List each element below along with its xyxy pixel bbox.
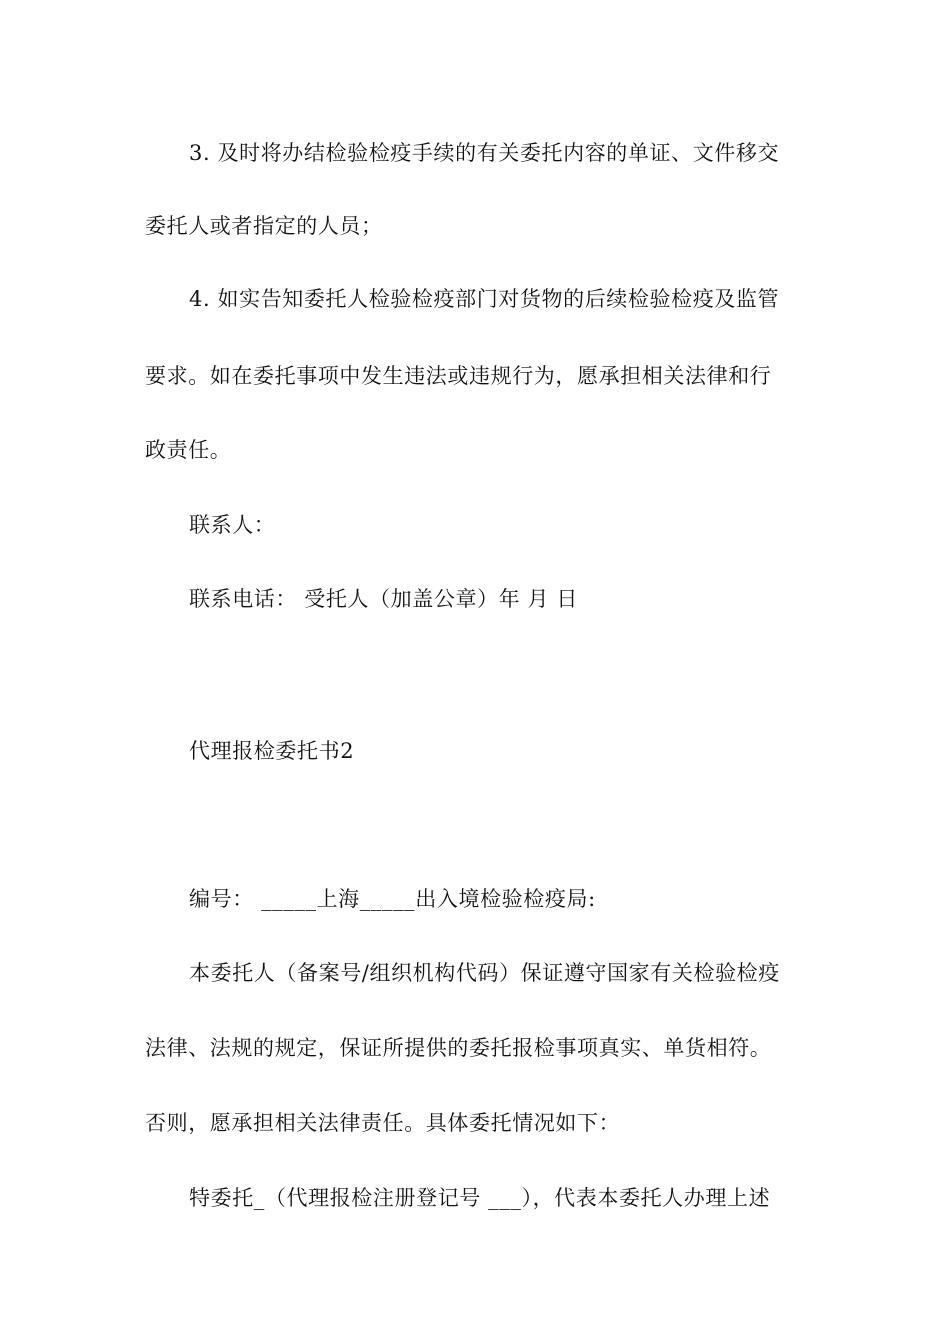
declaration-line-1: 本委托人（备案号/组织机构代码）保证遵守国家有关检验检疫	[189, 961, 780, 985]
declaration-line-3: 否则，愿承担相关法律责任。具体委托情况如下：	[145, 1111, 621, 1135]
contact-phone-signature-line: 联系电话： 受托人（加盖公章）年 月 日	[189, 587, 579, 611]
paragraph-item-3-line-2: 委托人或者指定的人员；	[145, 214, 383, 238]
contact-person-label: 联系人：	[189, 513, 276, 537]
serial-number-line: 编号： _____上海_____出入境检验检疫局:	[189, 887, 596, 911]
declaration-line-2: 法律、法规的规定，保证所提供的委托报检事项真实、单货相符。	[145, 1036, 772, 1060]
authorization-line: 特委托_（代理报检注册登记号 ___），代表本委托人办理上述	[189, 1186, 771, 1210]
paragraph-item-4-line-3: 政责任。	[145, 438, 232, 462]
paragraph-item-3-line-1: 3. 及时将办结检验检疫手续的有关委托内容的单证、文件移交	[189, 141, 780, 165]
section-title: 代理报检委托书2	[189, 739, 355, 763]
paragraph-item-4-line-2: 要求。如在委托事项中发生违法或违规行为，愿承担相关法律和行	[145, 364, 772, 388]
paragraph-item-4-line-1: 4. 如实告知委托人检验检疫部门对货物的后续检验检疫及监管	[189, 287, 780, 311]
